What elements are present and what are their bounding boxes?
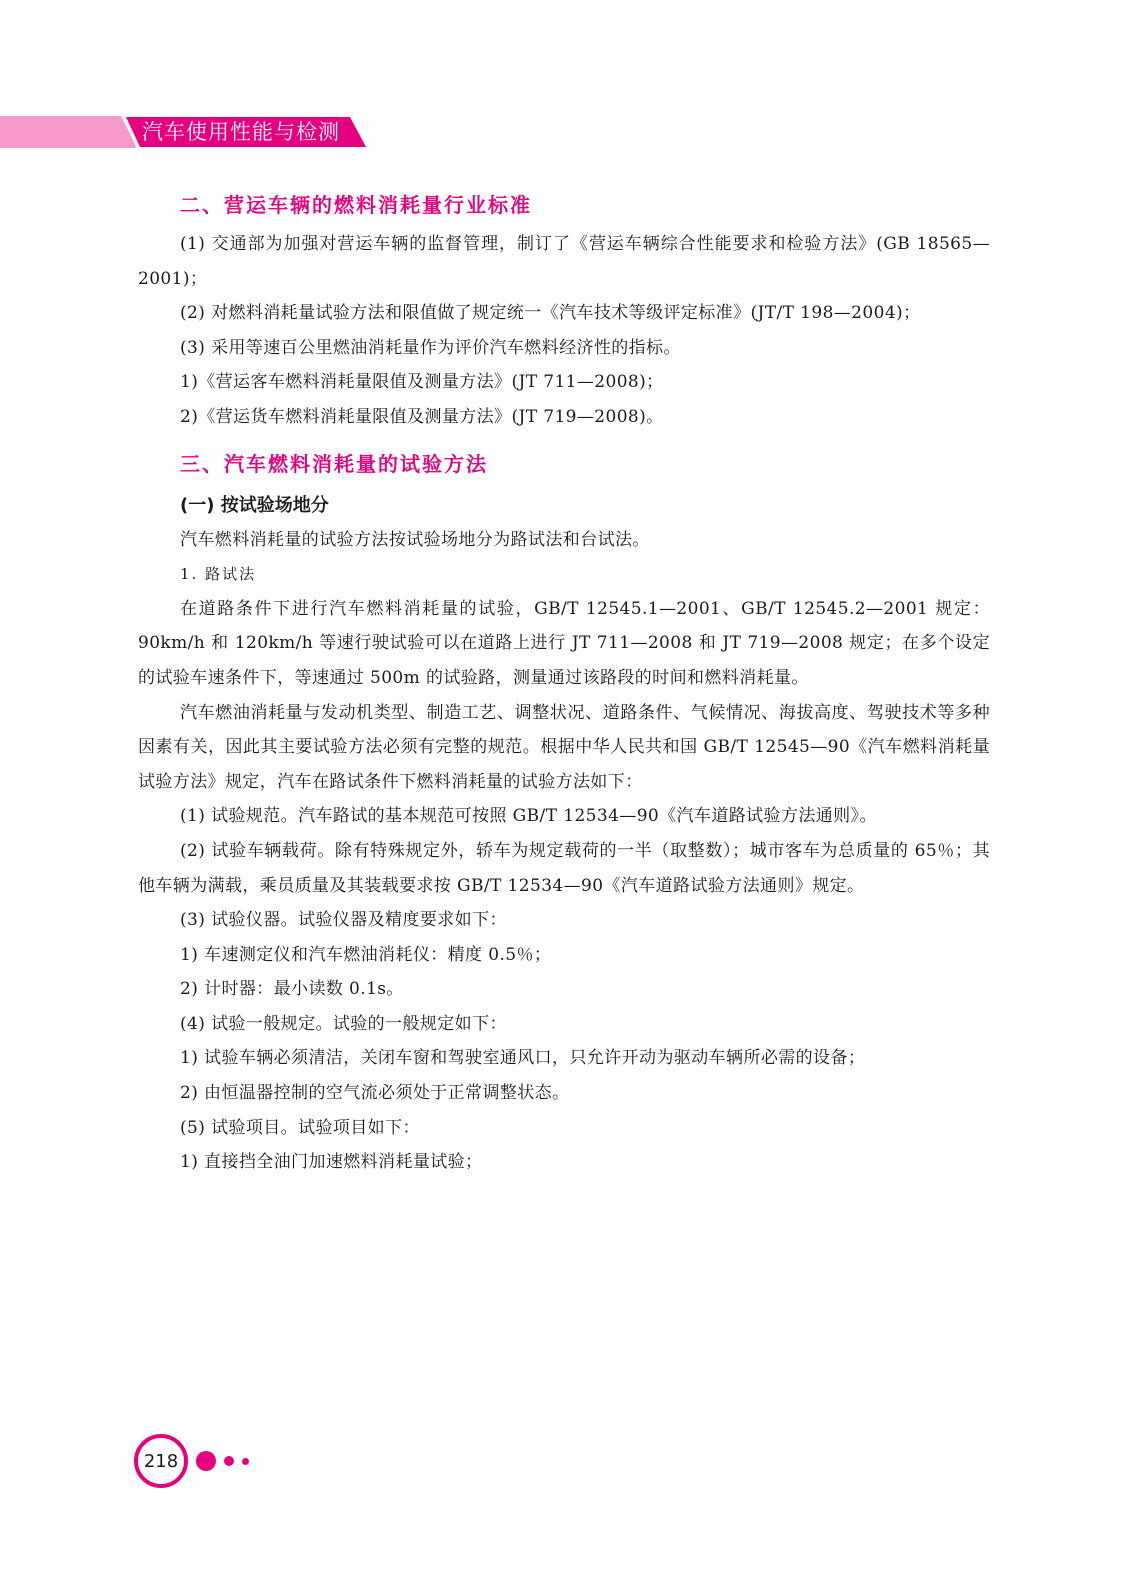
paragraph: 1) 试验车辆必须清洁，关闭车窗和驾驶室通风口，只允许开动为驱动车辆所必需的设备； bbox=[180, 1048, 866, 1069]
section-3-title: 三、汽车燃料消耗量的试验方法 bbox=[180, 451, 488, 476]
paragraph: 汽车燃油消耗量与发动机类型、制造工艺、调整状况、道路条件、气候情况、海拔高度、驾驶技术等多种因素有关，因此其主要试验方法必须有完整的规范。根据中华人民共和国 GB/T 12545—90《汽车燃料消耗量试验方法》规定，汽车在路试条件下燃料消耗量的试验方法如下： bbox=[138, 702, 990, 792]
paragraph: 2)《营运货车燃料消耗量限值及测量方法》(JT 719—2008)。 bbox=[180, 406, 664, 427]
subsection-title: (一) 按试验场地分 bbox=[180, 494, 329, 516]
item-label: 1. 路试法 bbox=[180, 565, 257, 584]
paragraph: (1) 交通部为加强对营运车辆的监督管理，制订了《营运车辆综合性能要求和检验方法》(GB 18565—2001)； bbox=[138, 234, 990, 289]
decor-dot-icon bbox=[224, 1456, 234, 1466]
paragraph: (5) 试验项目。试验项目如下： bbox=[180, 1117, 420, 1138]
paragraph: 2) 计时器：最小读数 0.1s。 bbox=[180, 979, 404, 1000]
paragraph: (1) 试验规范。汽车路试的基本规范可按照 GB/T 12534—90《汽车道路试验方法通则》。 bbox=[180, 806, 877, 827]
paragraph: 汽车燃料消耗量的试验方法按试验场地分为路试法和台试法。 bbox=[180, 529, 650, 550]
paragraph: 1) 车速测定仪和汽车燃油消耗仪：精度 0.5％； bbox=[180, 944, 552, 965]
paragraph: (2) 试验车辆载荷。除有特殊规定外，轿车为规定载荷的一半（取整数）；城市客车为总质量的 65％；其他车辆为满载，乘员质量及其装载要求按 GB/T 12534—90《汽车道路试验方法通则》规定。 bbox=[138, 840, 990, 896]
page-footer bbox=[134, 1434, 274, 1488]
decor-dot-icon bbox=[242, 1458, 249, 1465]
paragraph: (2) 对燃料消耗量试验方法和限值做了规定统一《汽车技术等级评定标准》(JT/T 198—2004)； bbox=[180, 303, 921, 324]
page-content bbox=[138, 188, 990, 1180]
paragraph: (3) 采用等速百公里燃油消耗量作为评价汽车燃料经济性的指标。 bbox=[180, 337, 681, 358]
paragraph: (3) 试验仪器。试验仪器及精度要求如下： bbox=[180, 910, 507, 931]
book-title: 汽车使用性能与检测 bbox=[142, 120, 340, 144]
paragraph: 1) 直接挡全油门加速燃料消耗量试验； bbox=[180, 1152, 483, 1173]
paragraph: 在道路条件下进行汽车燃料消耗量的试验，GB/T 12545.1—2001、GB/T 12545.2—2001 规定：90km/h 和 120km/h 等速行驶试验可以在道路上进行 JT 711—2008 和 JT 719—2008 规定；在多个设定的试验车速条件下，等速通过 500m 的试验路，测量通过该路段的时间和燃料消耗量。 bbox=[138, 598, 990, 688]
decor-dot-icon bbox=[196, 1451, 216, 1471]
paragraph: 2) 由恒温器控制的空气流必须处于正常调整状态。 bbox=[180, 1083, 570, 1104]
paragraph: 1)《营运客车燃料消耗量限值及测量方法》(JT 711—2008)； bbox=[180, 372, 664, 393]
section-2-title: 二、营运车辆的燃料消耗量行业标准 bbox=[180, 193, 532, 217]
page-number: 218 bbox=[134, 1434, 188, 1488]
header-banner bbox=[0, 112, 380, 152]
paragraph: (4) 试验一般规定。试验的一般规定如下： bbox=[180, 1013, 507, 1034]
